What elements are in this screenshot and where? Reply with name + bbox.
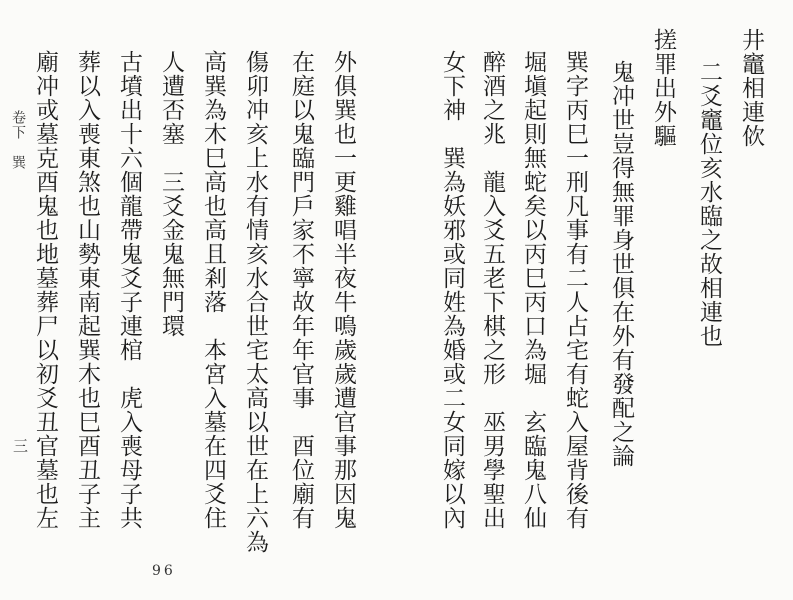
text-column: 古墳出十六個龍帶鬼爻子連棺 虎入喪母子共 xyxy=(116,50,142,530)
text-column: 二爻竈位亥水臨之故相連也 xyxy=(696,60,722,348)
text-column: 葬以入喪東煞也山勢東南起巽木也巳酉丑子主 xyxy=(74,50,100,530)
text-column: 鬼冲世豈得無罪身世俱在外有發配之論 xyxy=(608,60,634,468)
leaf-number: 三 xyxy=(11,438,29,454)
text-column: 在庭以鬼臨門戶家不寧故年年官事 酉位廟有 xyxy=(288,50,314,530)
text-column: 廟冲戓墓克酉鬼也地墓葬尸以初爻丑官墓也左 xyxy=(32,50,58,530)
text-column: 高巽為木巳高也高且剎落 本宮入墓在四爻住 xyxy=(200,50,226,530)
text-column: 搓罪出外驅 xyxy=(650,28,676,148)
page-number: 96 xyxy=(152,563,176,579)
text-column: 井竈相連佽 xyxy=(738,28,764,148)
text-column: 堀塡起則無蛇矣以丙巳丙口為堀 玄臨鬼八仙 xyxy=(520,50,546,530)
text-column: 人遭否塞 三爻金鬼無門環 xyxy=(158,50,184,338)
text-column: 女下神 巽為妖邪或同姓為婚或二女同嫁以內 xyxy=(439,50,465,530)
volume-label: 卷下 巽 xyxy=(10,110,26,170)
text-column: 傷卯冲亥上水有情亥水合世宅太高以世在上六為 xyxy=(242,50,268,554)
text-column: 外俱巽也一更雞唱半夜牛鳴歲歲遭官事那因鬼 xyxy=(330,50,356,530)
text-column: 醉酒之兆 龍入爻五老下棋之形 巫男學聖出 xyxy=(479,50,505,530)
text-column: 巽字丙巳一刑凡事有二人占宅有蛇入屋背後有 xyxy=(562,50,588,530)
